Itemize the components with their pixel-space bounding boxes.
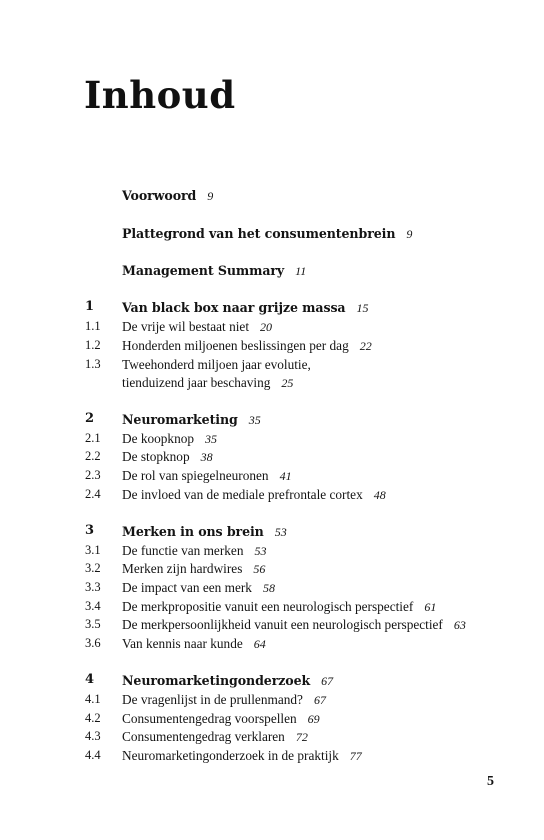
- toc-entry-label: De merkpropositie vanuit een neurologisch perspectief: [122, 599, 414, 614]
- toc-section-entry[interactable]: [0, 615, 544, 633]
- toc-page-number: 53: [254, 544, 267, 558]
- toc-entry-label: Merken in ons brein: [122, 524, 264, 539]
- toc-section-entry[interactable]: [0, 634, 544, 652]
- toc-section-number: 4.1: [85, 692, 101, 706]
- toc-page-number: 48: [373, 488, 386, 502]
- toc-section-number: 2.3: [85, 468, 101, 482]
- toc-entry-label: Van kennis naar kunde: [122, 636, 243, 651]
- toc-entry-label: Neuromarketingonderzoek in de praktijk: [122, 748, 339, 763]
- toc-chapter-entry[interactable]: [0, 671, 544, 689]
- toc-entry-label: De vrije wil bestaat niet: [122, 319, 250, 334]
- toc-page-number: 67: [321, 674, 334, 688]
- toc-entry-label: Neuromarketing: [122, 412, 238, 427]
- toc-chapter-number: 2: [85, 411, 95, 426]
- toc-page-number: 9: [207, 189, 214, 203]
- toc-page-number: 35: [248, 413, 261, 427]
- toc-chapter-entry[interactable]: [0, 298, 544, 316]
- toc-entry-label: Van black box naar grijze massa: [122, 300, 346, 315]
- toc-chapter-entry[interactable]: [0, 522, 544, 540]
- toc-section-entry[interactable]: [0, 466, 544, 484]
- toc-section-number: 3.1: [85, 543, 101, 557]
- toc-section-entry[interactable]: [0, 541, 544, 559]
- toc-entry-label: De koopknop: [122, 431, 195, 446]
- toc-page-number: 25: [281, 376, 294, 390]
- toc-section-entry[interactable]: [0, 709, 544, 727]
- toc-front-entry[interactable]: [0, 224, 544, 242]
- toc-entry-label: Consumentengedrag verklaren: [122, 729, 285, 744]
- toc-page-number: 38: [200, 450, 213, 464]
- toc-entry-label: Tweehonderd miljoen jaar evolutie,: [122, 357, 311, 372]
- toc-section-number: 3.6: [85, 636, 101, 650]
- toc-section-number: 3.3: [85, 580, 101, 594]
- toc-page-number: 77: [349, 749, 362, 763]
- toc-chapter-entry[interactable]: [0, 410, 544, 428]
- toc-page-number: 15: [356, 301, 369, 315]
- toc-page-number: 58: [262, 581, 275, 595]
- toc-entry-label: De vragenlijst in de prullenmand?: [122, 692, 303, 707]
- toc-page-number: 56: [253, 562, 266, 576]
- toc-section-entry[interactable]: [0, 578, 544, 596]
- toc-section-entry[interactable]: [0, 597, 544, 615]
- page-title: Inhoud: [84, 73, 236, 117]
- toc-section-entry[interactable]: [0, 355, 544, 373]
- toc-page-number: 20: [260, 320, 273, 334]
- folio-page-number: 5: [487, 774, 494, 789]
- toc-entry-label: Plattegrond van het consumentenbrein: [122, 226, 396, 241]
- toc-entry-label: De invloed van de mediale prefrontale cortex: [122, 487, 363, 502]
- toc-entry-label: De functie van merken: [122, 543, 244, 558]
- toc-section-number: 2.4: [85, 487, 101, 501]
- toc-entry-label-continued: tienduizend jaar beschaving: [122, 375, 271, 390]
- toc-section-number: 2.1: [85, 431, 101, 445]
- toc-section-number: 4.2: [85, 711, 101, 725]
- toc-entry-label: De merkpersoonlijkheid vanuit een neurologisch perspectief: [122, 617, 443, 632]
- toc-entry-label: Merken zijn hardwires: [122, 561, 243, 576]
- toc-front-entry[interactable]: [0, 186, 544, 204]
- toc-page-number: 69: [307, 712, 320, 726]
- toc-section-entry[interactable]: [0, 429, 544, 447]
- toc-section-number: 3.2: [85, 561, 101, 575]
- toc-entry-label: De impact van een merk: [122, 580, 252, 595]
- toc-section-entry[interactable]: [0, 317, 544, 335]
- toc-section-number: 3.4: [85, 599, 101, 613]
- toc-entry-label: Voorwoord: [122, 188, 197, 203]
- toc-section-entry[interactable]: [0, 727, 544, 745]
- toc-chapter-number: 4: [85, 672, 95, 687]
- toc-page-number: 53: [274, 525, 287, 539]
- toc-page-number: 67: [313, 693, 326, 707]
- toc-chapter-number: 3: [85, 523, 95, 538]
- toc-section-number: 4.4: [85, 748, 101, 762]
- toc-entry-label: De rol van spiegelneuronen: [122, 468, 269, 483]
- toc-section-number: 1.1: [85, 319, 101, 333]
- toc-section-entry[interactable]: [0, 559, 544, 577]
- toc-front-entry[interactable]: [0, 261, 544, 279]
- toc-section-entry[interactable]: [0, 746, 544, 764]
- toc-section-entry[interactable]: [0, 447, 544, 465]
- toc-entry-label: Management Summary: [122, 263, 285, 278]
- toc-entry-label: Consumentengedrag voorspellen: [122, 711, 297, 726]
- toc-page-number: 9: [406, 227, 413, 241]
- toc-entry-label: Neuromarketingonderzoek: [122, 673, 311, 688]
- toc-page-number: 72: [295, 730, 308, 744]
- toc-page-number: 41: [279, 469, 292, 483]
- toc-entry-label: De stopknop: [122, 449, 190, 464]
- toc-page-number: 22: [359, 339, 372, 353]
- toc-entry-label: Honderden miljoenen beslissingen per dag: [122, 338, 349, 353]
- toc-chapter-number: 1: [85, 299, 95, 314]
- toc-section-entry-continued[interactable]: [0, 373, 544, 391]
- toc-section-number: 3.5: [85, 617, 101, 631]
- toc-section-number: 2.2: [85, 449, 101, 463]
- toc-page-number: 11: [295, 264, 307, 278]
- toc-section-entry[interactable]: [0, 336, 544, 354]
- toc-section-entry[interactable]: [0, 690, 544, 708]
- toc-section-number: 1.2: [85, 338, 101, 352]
- toc-page-number: 64: [253, 637, 266, 651]
- toc-page-number: 63: [453, 618, 466, 632]
- toc-section-number: 4.3: [85, 729, 101, 743]
- toc-section-entry[interactable]: [0, 485, 544, 503]
- toc-page-number: 35: [205, 432, 218, 446]
- toc-page-number: 61: [424, 600, 437, 614]
- toc-section-number: 1.3: [85, 357, 101, 371]
